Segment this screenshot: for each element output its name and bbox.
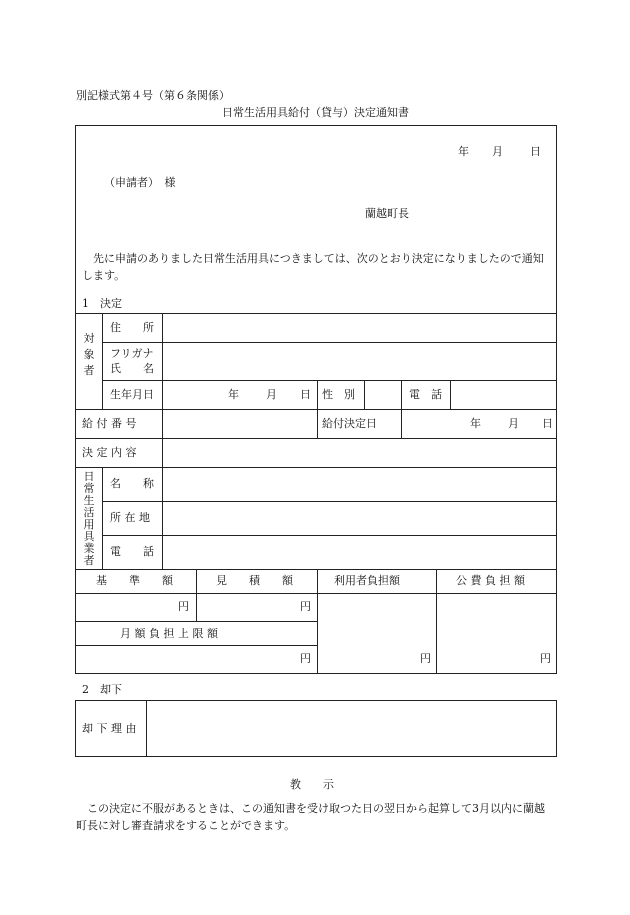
date-month: 月 bbox=[492, 145, 503, 158]
rejection-section-title: 2 却下 bbox=[82, 683, 122, 696]
estimate-amount-label: 見 積 額 bbox=[216, 574, 293, 587]
estimate-yen: 円 bbox=[300, 600, 311, 613]
birth-label: 生年月日 bbox=[110, 388, 154, 401]
date-year: 年 bbox=[458, 145, 469, 158]
standard-yen: 円 bbox=[178, 600, 189, 613]
applicant-name: （申請者） 様 bbox=[104, 176, 176, 189]
notice-body: 先に申請のありました日常生活用具につきましては、次のとおり決定になりましたので通知します。 bbox=[82, 252, 544, 282]
monthly-limit-yen: 円 bbox=[300, 652, 311, 665]
vendor-label: 日常生活用具業者 bbox=[83, 470, 95, 567]
instruction-body: この決定に不服があるときは、この通知書を受け取つた日の翌日から起算して3月以内に蘭越町長に対し審査請求をすることができます。 bbox=[76, 802, 545, 832]
benefit-month: 月 bbox=[508, 417, 519, 430]
vendor-phone-label: 電 話 bbox=[110, 545, 154, 558]
user-burden-label: 利用者負担額 bbox=[334, 574, 400, 587]
vendor-name-label: 名 称 bbox=[110, 477, 154, 490]
birth-day: 日 bbox=[300, 388, 311, 401]
document-title: 日常生活用具給付（貸与）決定通知書 bbox=[222, 106, 409, 119]
rejection-reason-label: 却 下 理 由 bbox=[82, 722, 137, 735]
decision-section-title: 1 決定 bbox=[82, 297, 122, 310]
benefit-year: 年 bbox=[470, 417, 481, 430]
gender-label: 性 別 bbox=[322, 388, 355, 401]
benefit-number-label: 給 付 番 号 bbox=[82, 417, 137, 430]
address-label: 住 所 bbox=[110, 321, 154, 334]
benefit-day: 日 bbox=[542, 417, 553, 430]
monthly-limit-label: 月 額 負 担 上 限 額 bbox=[120, 627, 218, 640]
date-day: 日 bbox=[530, 145, 541, 158]
standard-amount-label: 基 準 額 bbox=[96, 574, 173, 587]
benefit-date-label: 給付決定日 bbox=[322, 417, 377, 430]
birth-year: 年 bbox=[228, 388, 239, 401]
birth-month: 月 bbox=[266, 388, 277, 401]
vendor-location-label: 所 在 地 bbox=[110, 511, 150, 524]
phone-label: 電 話 bbox=[409, 388, 442, 401]
instruction-title: 教 示 bbox=[290, 778, 334, 791]
public-burden-label: 公 費 負 担 額 bbox=[456, 574, 525, 587]
notice-box bbox=[75, 125, 557, 314]
public-burden-yen: 円 bbox=[540, 652, 551, 665]
issuer-name: 蘭越町長 bbox=[365, 207, 409, 220]
decision-content-label: 決 定 内 容 bbox=[82, 446, 137, 459]
user-burden-yen: 円 bbox=[420, 652, 431, 665]
name-label: 氏 名 bbox=[110, 362, 154, 375]
subject-label: 対象者 bbox=[83, 332, 95, 377]
form-number: 別記様式第４号（第６条関係） bbox=[76, 89, 230, 102]
rejection-table bbox=[75, 700, 557, 757]
furigana-label: フリガナ bbox=[110, 347, 154, 360]
